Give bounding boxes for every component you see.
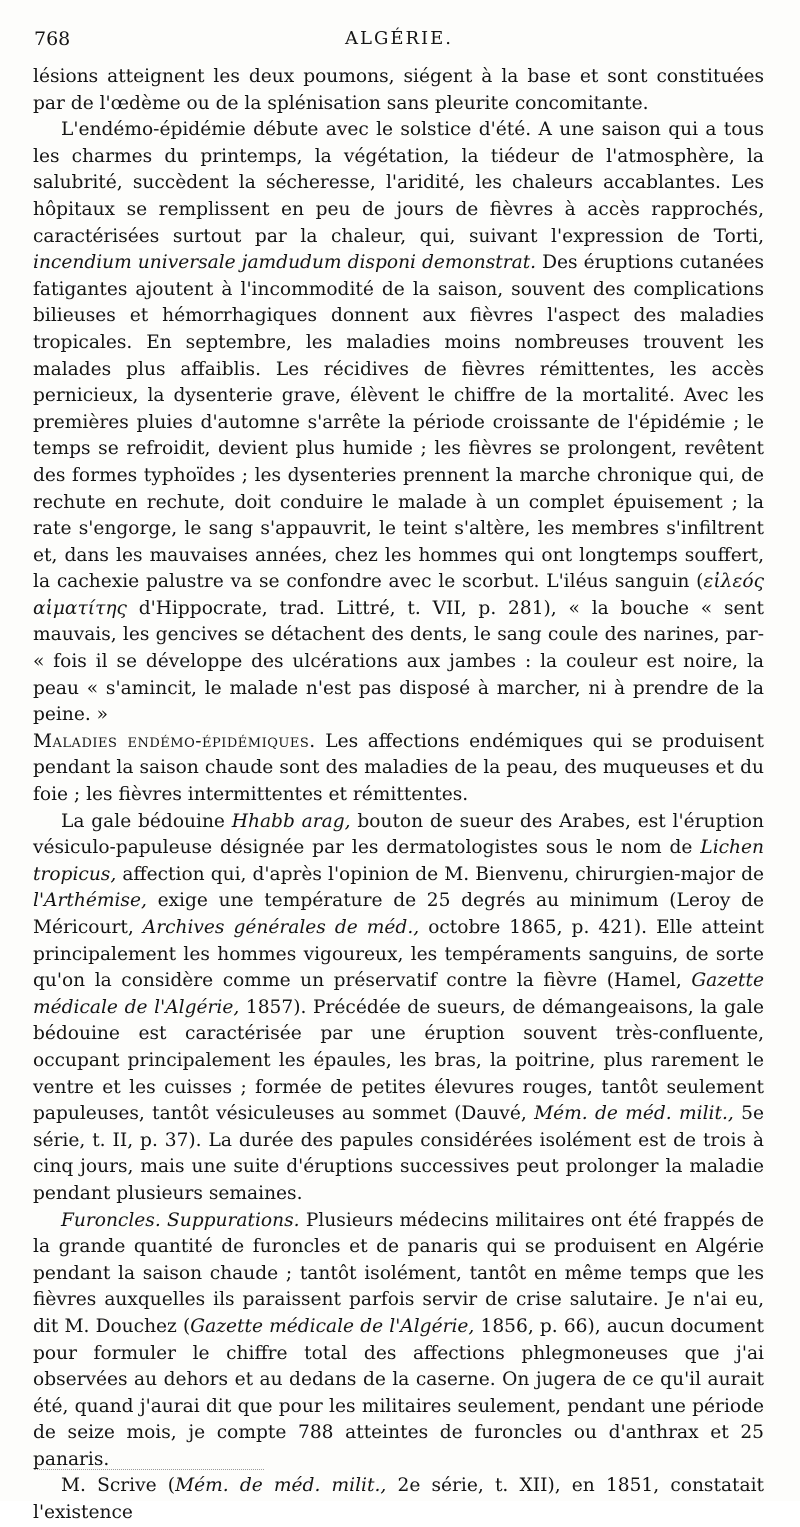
journal-title: Mém. de méd. milit., [175, 1475, 387, 1497]
paragraph-text: Plusieurs médecins militaires ont été frappés de la grande quantité de furoncles et de panaris qui se produisent en Algérie pendant la saison chaude ; tantôt isolément, tantôt en même temps que les fièvres auxquelles ils paraissent parfois servir de crise salutaire. Je n'ai eu, dit M. Douchez ( [33, 1209, 765, 1337]
paragraph-endemo-epidemie [33, 117, 764, 729]
paragraph-text: L'endémo-épidémie débute avec le solstice d'été. A une saison qui a tous les charmes du printemps, la végétation, la tiédeur de l'atmosphère, la salubrité, succèdent la sécheresse, l'aridité, les chaleurs accablantes. Les hôpitaux se remplissent en peu de jours de fièvres à accès rapprochés, caractérisées surtout par la chaleur, qui, suivant l'expression de Torti, [33, 119, 764, 247]
arabic-term: Hhabb arag, [231, 810, 351, 832]
bottom-rule [34, 1469, 264, 1470]
page-header [34, 28, 764, 52]
journal-title: Mém. de méd. milit., [534, 1103, 734, 1125]
paragraph-furoncles [33, 1208, 764, 1474]
paragraph-text: bouton de sueur des Arabes, est l'éruption vésiculo-papuleuse désignée par les dermatologistes sous le nom de [33, 810, 764, 859]
paragraph-text: exige une température de 25 degrés au minimum (Leroy de Méricourt, [33, 890, 764, 938]
hippocrates-quotation: « la bouche « sent mauvais, les gencives se détachent des dents, le sang coule des narines, par- « fois il se développe des ulcérations aux jambes : la couleur est noire, la peau « s'amincit, le malade n'est pas disposé à marcher, ni à prendre de la peine. » [33, 597, 764, 726]
paragraph-text: 2e série, t. XII), en 1851, constatait l'existence [33, 1475, 765, 1524]
paragraph-maladies [33, 729, 764, 809]
citation: d'Hippocrate, trad. Littré, t. VII, p. 281), [138, 597, 557, 619]
running-title: ALGÉRIE. [345, 28, 453, 49]
latin-term: Lichen tropicus, [33, 837, 765, 885]
paragraph-text: M. Scrive ( [61, 1475, 176, 1497]
paragraph-continuation [33, 64, 764, 117]
journal-title: Archives générales de méd., [142, 917, 420, 938]
paragraph-text: 1857). Précédée de sueurs, de démangeaisons, la gale bédouine est caractérisée par une éruption souvent très-confluente, occupant principalement les épaules, les bras, la poitrine, plus rarement le ventre et les cuisses ; formée de petites élevures rouges, tantôt seulement papuleuses, tantôt vésiculeuses au sommet (Dauvé, [33, 996, 764, 1125]
paragraph-gale-bedouine [33, 809, 764, 1208]
paragraph-scrive [33, 1473, 764, 1526]
paragraph-text: La gale bédouine [61, 810, 225, 832]
paragraph-text: 1856, p. 66), aucun document pour formuler le chiffre total des affections phlegmoneuses que j'ai observées au dehors et au dedans de la caserne. On jugera de ce qu'il aurait été, quand j'aurai dit que pour les militaires seulement, pendant une période de seize mois, je compte 788 atteintes de furoncles ou d'anthrax et 25 panaris. [33, 1315, 764, 1470]
section-heading: Maladies endémo-épidémiques. [33, 730, 316, 752]
paragraph-text: affection qui, d'après l'opinion de M. Bienvenu, chirurgien-major de [122, 863, 764, 885]
greek-term: εἰλεός αἱματίτης [33, 571, 764, 619]
ship-name: l'Arthémise, [33, 890, 147, 912]
paragraph-text: lésions atteignent les deux poumons, siégent à la base et sont constituées par de l'œdème ou de la splénisation sans pleurite concomitante. [33, 66, 764, 114]
journal-title: Gazette médicale de l'Algérie, [33, 970, 764, 1018]
paragraph-text: Les affections endémiques qui se produisent pendant la saison chaude sont des maladies de la peau, des muqueuses et du foie ; les fièvres intermittentes et rémittentes. [33, 730, 764, 806]
section-heading: Furoncles. Suppurations. [61, 1209, 300, 1231]
paragraph-text: octobre 1865, p. 421). Elle atteint principalement les hommes vigoureux, les tempéraments sanguins, de sorte qu'on la considère comme un préservatif contre la fièvre (Hamel, [33, 917, 764, 992]
journal-title: Gazette médicale de l'Algérie, [190, 1315, 475, 1337]
page-number: 768 [34, 28, 71, 50]
latin-quotation: incendium universale jamdudum disponi demonstrat. [33, 252, 537, 274]
paragraph-text: Des éruptions cutanées fatigantes ajoutent à l'incommodité de la saison, souvent des complications bilieuses et hémorrhagiques donnent aux fièvres l'aspect des maladies tropicales. En septembre, les maladies moins nombreuses trouvent les malades plus affaiblis. Les récidives de fièvres rémittentes, les accès pernicieux, la dysenterie grave, élèvent le chiffre de la mortalité. Avec les premières pluies d'automne s'arrête la période croissante de l'épidémie ; le temps se refroidit, devient plus humide ; les fièvres se prolongent, revêtent des formes typhoïdes ; les dysenteries prennent la marche chronique qui, de rechute en rechute, doit conduire le malade à un complet épuisement ; la rate s'engorge, le sang s'appauvrit, le teint s'altère, les membres s'infiltrent et, dans les mauvaises années, chez les hommes qui ont longtemps souffert, la cachexie palustre va se confondre avec le scorbut. L'iléus sanguin ( [33, 252, 764, 593]
body-text [33, 64, 764, 1527]
paragraph-text: 5e série, t. II, p. 37). La durée des papules considérées isolément est de trois à cinq jours, mais une suite d'éruptions successives peut prolonger la maladie pendant plusieurs semaines. [33, 1103, 764, 1204]
